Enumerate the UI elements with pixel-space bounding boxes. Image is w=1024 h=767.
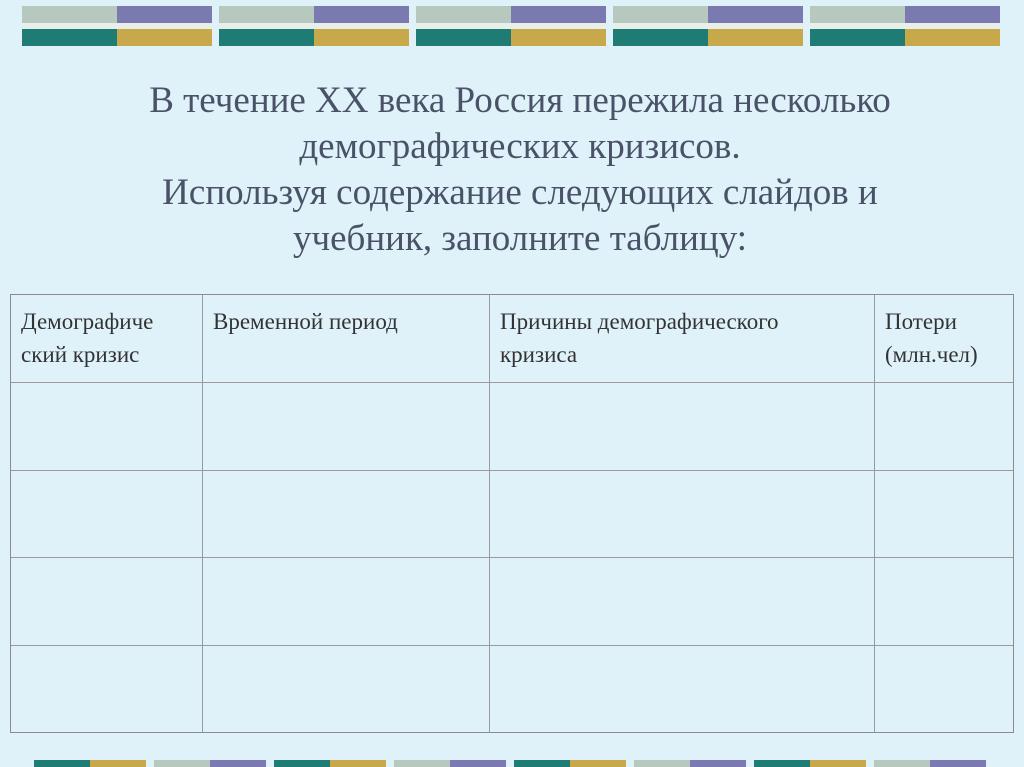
header-cell-period bbox=[203, 295, 490, 382]
header-crisis-label: Демографиче ский кризис bbox=[21, 309, 154, 367]
decor-block bbox=[810, 6, 1000, 46]
table-header-row bbox=[11, 295, 1013, 383]
bottom-decorative-band bbox=[0, 754, 1024, 767]
table-cell[interactable] bbox=[875, 383, 1013, 470]
header-cell-losses bbox=[875, 295, 1013, 382]
header-losses-label: Потери (млн.чел) bbox=[885, 309, 978, 367]
table-cell[interactable] bbox=[11, 558, 203, 645]
decor-block bbox=[219, 6, 409, 46]
title-line-1: В течение XX века Россия пережила несколько bbox=[149, 80, 891, 121]
table-cell[interactable] bbox=[11, 471, 203, 557]
table-cell[interactable] bbox=[11, 383, 203, 470]
table-cell[interactable] bbox=[11, 646, 203, 732]
title-line-2: демографических кризисов. bbox=[299, 126, 741, 167]
header-period-label: Временной период bbox=[213, 309, 398, 334]
table-cell[interactable] bbox=[875, 646, 1013, 732]
table-cell[interactable] bbox=[875, 471, 1013, 557]
table-row bbox=[11, 646, 1013, 732]
table-cell[interactable] bbox=[203, 383, 490, 470]
table-cell[interactable] bbox=[203, 471, 490, 557]
slide-title bbox=[60, 78, 980, 262]
table-cell[interactable] bbox=[490, 646, 875, 732]
decor-block bbox=[613, 6, 803, 46]
title-line-3: Используя содержание следующих слайдов и bbox=[162, 172, 878, 213]
table-cell[interactable] bbox=[490, 383, 875, 470]
table-cell[interactable] bbox=[203, 646, 490, 732]
header-causes-label: Причины демографического кризиса bbox=[500, 309, 779, 367]
title-line-4: учебник, заполните таблицу: bbox=[292, 218, 747, 259]
table-row bbox=[11, 383, 1013, 471]
decor-block bbox=[22, 6, 212, 46]
table-cell[interactable] bbox=[490, 558, 875, 645]
table-row bbox=[11, 471, 1013, 558]
header-cell-crisis bbox=[11, 295, 203, 382]
header-cell-causes bbox=[490, 295, 875, 382]
table-cell[interactable] bbox=[490, 471, 875, 557]
decor-block bbox=[416, 6, 606, 46]
crisis-table bbox=[10, 294, 1014, 733]
table-cell[interactable] bbox=[875, 558, 1013, 645]
table-row bbox=[11, 558, 1013, 646]
table-cell[interactable] bbox=[203, 558, 490, 645]
top-decorative-band bbox=[0, 0, 1024, 52]
